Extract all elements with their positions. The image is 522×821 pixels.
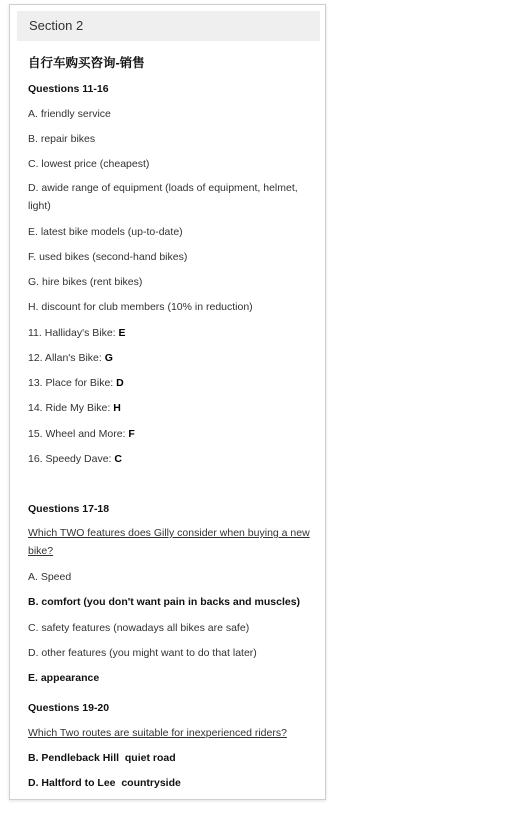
answer-question: 16. Speedy Dave:	[28, 453, 115, 465]
document-card	[9, 4, 326, 800]
q11-16-option-h: H. discount for club members (10% in reduction)	[28, 301, 253, 313]
q11-16-option-e: E. latest bike models (up-to-date)	[28, 226, 183, 238]
answer-letter: D	[116, 377, 124, 389]
q17-18-question: Which TWO features does Gilly consider when buying a new bike?	[28, 527, 310, 557]
q17-18-option-a: A. Speed	[28, 571, 72, 583]
q11-16-heading: Questions 11-16	[28, 83, 109, 95]
q11-16-option-d: D. awide range of equipment (loads of equipment, helmet, light)	[28, 182, 298, 212]
answer-question: 12. Allan's Bike:	[28, 352, 105, 364]
q11-16-option-g: G. hire bikes (rent bikes)	[28, 276, 143, 288]
q11-16-option-a: A. friendly service	[28, 108, 111, 120]
answer-16	[28, 453, 122, 465]
answer-14	[28, 402, 121, 414]
answer-question: 14. Ride My Bike:	[28, 402, 114, 414]
answer-13	[28, 377, 124, 389]
document-title: 自行车购买咨询-销售	[28, 56, 145, 70]
q19-20-heading: Questions 19-20	[28, 702, 110, 714]
q19-20-answer-b: B. Pendleback Hill quiet road	[28, 752, 176, 764]
answer-question: 15. Wheel and More:	[28, 428, 129, 440]
answer-letter: F	[128, 428, 135, 440]
q11-16-option-c: C. lowest price (cheapest)	[28, 158, 150, 170]
answer-question: 13. Place for Bike:	[28, 377, 117, 389]
q17-18-option-b: B. comfort (you don't want pain in backs and muscles)	[28, 596, 301, 608]
q17-18-option-d: D. other features (you might want to do that later)	[28, 647, 257, 659]
section-header	[17, 11, 320, 41]
q17-18-heading: Questions 17-18	[28, 503, 110, 515]
answer-letter: G	[104, 352, 113, 364]
q17-18-option-e: E. appearance	[28, 672, 100, 684]
answer-question: 11. Halliday's Bike:	[28, 327, 119, 339]
section-label: Section 2	[29, 18, 84, 33]
answer-letter: E	[118, 327, 126, 339]
answer-letter: C	[114, 453, 122, 465]
q11-16-option-f: F. used bikes (second-hand bikes)	[28, 251, 188, 263]
q11-16-option-b: B. repair bikes	[28, 133, 96, 145]
q19-20-answer-d: D. Haltford to Lee countryside	[28, 777, 181, 789]
q19-20-question: Which Two routes are suitable for inexperienced riders?	[28, 727, 287, 739]
answer-letter: H	[113, 402, 121, 414]
answer-15	[28, 428, 135, 440]
answer-12	[28, 352, 113, 364]
q17-18-option-c: C. safety features (nowadays all bikes are safe)	[28, 622, 250, 634]
answer-11	[28, 327, 126, 339]
